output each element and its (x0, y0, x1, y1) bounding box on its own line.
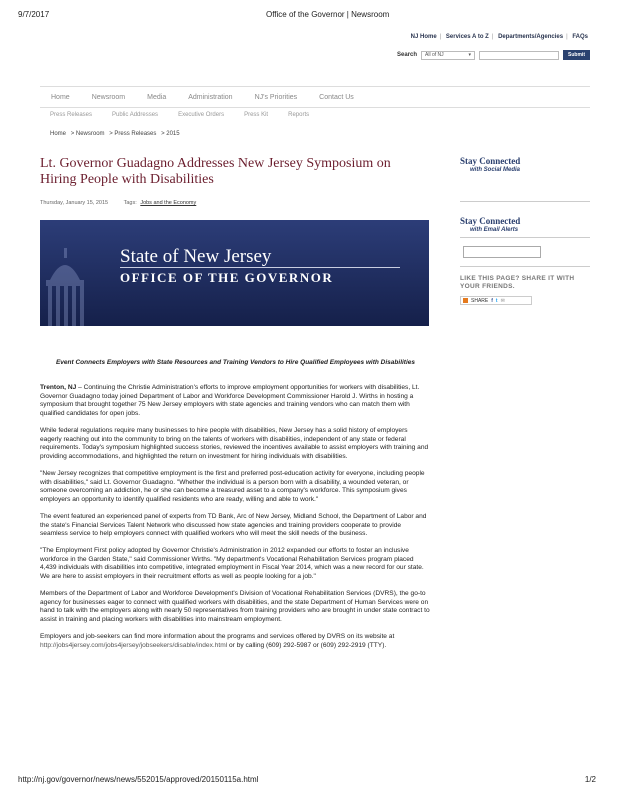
paragraph-7: Employers and job-seekers can find more information about the programs and services offered by DVRS on its website at http://jobs4jersey.com/jobs4jersey/jobseekers/disable/index.html or by calling (609) 292-5987 or (609) 292-2919 (TTY). (40, 633, 395, 649)
twitter-icon: t (495, 297, 498, 304)
social-media-sub[interactable]: with Social Media (470, 167, 521, 173)
sidebar-divider (460, 201, 590, 202)
breadcrumb (50, 131, 183, 137)
search-scope-select[interactable]: All of NJ ▾ (421, 51, 475, 60)
dateline: Trenton, NJ (40, 384, 77, 391)
print-page-number: 1/2 (584, 775, 596, 784)
banner-line1: State of New Jersey (120, 246, 272, 267)
sub-nav (40, 112, 319, 118)
article-body (40, 384, 430, 659)
dvrs-link[interactable]: http://jobs4jersey.com/jobs4jersey/jobseekers/disable/index.html (40, 641, 228, 649)
facebook-icon: f (491, 297, 493, 304)
paragraph-2: While federal regulations require many businesses to hire people with disabilities, New Jersey has a solid history of employers eagerly reaching out into the community to bring on the talents of workers with disabilities, independent of any state or federal requirements. Today's symposium highlighted success stories, reviewed the incentives available to assist employers with training and providing accommodations, and highlighted the return on investment for hiring individuals with disabilities. (40, 426, 429, 460)
utility-nav: NJ Home | Services A to Z | Departments/Agencies | FAQs (410, 34, 588, 40)
util-faqs[interactable]: FAQs (572, 34, 588, 40)
stay-connected-social-heading: Stay Connected (460, 156, 521, 166)
breadcrumb-newsroom[interactable]: > Newsroom (70, 131, 105, 137)
util-nj-home[interactable]: NJ Home (410, 34, 437, 40)
nav-newsroom[interactable]: Newsroom (91, 93, 126, 101)
print-date: 9/7/2017 (18, 10, 50, 19)
util-services[interactable]: Services A to Z (445, 34, 489, 40)
util-departments[interactable]: Departments/Agencies (498, 34, 564, 40)
subnav-public-addresses[interactable]: Public Addresses (112, 112, 159, 118)
paragraph-5: "The Employment First policy adopted by Governor Christie's Administration in 2012 expanded our efforts to foster an inclusive workforce in the Garden State," said Commissioner Wirths. "My department's Vocational Rehabilitation Services program placed 4,439 individuals with disabilities into competitive, integrated employment in Fiscal Year 2014, which was a new record for our state. We are here to assist employers in their recruitment efforts as well as people looking for a job." (40, 547, 424, 581)
tag-link[interactable]: Jobs and the Economy (140, 200, 197, 206)
nav-home[interactable]: Home (51, 93, 70, 101)
share-prompt: LIKE THIS PAGE? SHARE IT WITH YOUR FRIENDS. (460, 275, 575, 290)
share-button[interactable]: SHARE f t ✉ (460, 296, 532, 305)
article-subtitle: Event Connects Employers with State Resources and Training Vendors to Hire Qualified Employees with Disabilities (55, 359, 416, 366)
search-label: Search (397, 52, 418, 58)
paragraph-6: Members of the Department of Labor and Workforce Development's Division of Vocational Rehabilitation Services (DVRS), the go-to agency for businesses eager to connect with qualified workers with disabilities, and the state Department of Human Services were on hand to talk with the employers along with nearly 50 representatives from training providers who are brought in under state contract to assist in training and placing workers with disabilities into mainstream employment. (40, 590, 430, 624)
search-input[interactable] (479, 51, 559, 60)
nav-priorities[interactable]: NJ's Priorities (254, 93, 298, 101)
governor-banner (40, 220, 429, 326)
search-submit-button[interactable]: Submit (563, 50, 590, 60)
article-meta (40, 200, 196, 206)
nav-contact[interactable]: Contact Us (319, 93, 354, 101)
breadcrumb-press-releases[interactable]: > Press Releases (109, 131, 157, 137)
page-title: Lt. Governor Guadagno Addresses New Jersey Symposium on Hiring People with Disabilities (40, 156, 391, 187)
subnav-executive-orders[interactable]: Executive Orders (178, 112, 225, 118)
email-alerts-sub[interactable]: with Email Alerts (470, 227, 519, 233)
email-alerts-widget (460, 216, 590, 267)
search-bar (397, 50, 590, 60)
print-url: http://nj.gov/governor/news/news/552015/approved/20150115a.html (18, 775, 259, 784)
nav-media[interactable]: Media (147, 93, 167, 101)
chevron-down-icon: ▾ (468, 52, 472, 58)
share-widget (460, 275, 590, 305)
print-page-title: Office of the Governor | Newsroom (266, 10, 390, 19)
article-date: Thursday, January 15, 2015 (40, 200, 109, 206)
banner-line2: OFFICE OF THE GOVERNOR (120, 270, 334, 285)
subnav-press-releases[interactable]: Press Releases (50, 112, 93, 118)
banner-divider (120, 267, 400, 268)
share-icon (463, 298, 468, 303)
tags-label: Tags: (123, 200, 137, 206)
stay-connected-email-heading: Stay Connected (460, 216, 521, 226)
breadcrumb-year[interactable]: > 2015 (161, 131, 180, 137)
sidebar-divider (460, 237, 590, 238)
email-input[interactable] (463, 246, 541, 258)
paragraph-1: Trenton, NJ – Continuing the Christie Administration's efforts to improve employment opportunities for workers with disabilities, Lt. Governor Guadagno today joined Department of Labor and Workforce Development Commissioner Harold J. Wirths in hosting a symposium that brought together 75 New Jersey employers with state agencies and training vendors who can match them with qualified candidates for open jobs. (40, 384, 420, 417)
main-nav (40, 86, 590, 108)
subnav-press-kit[interactable]: Press Kit (244, 112, 269, 118)
email-icon: ✉ (500, 297, 505, 304)
breadcrumb-home[interactable]: Home (50, 131, 67, 137)
subnav-reports[interactable]: Reports (288, 112, 310, 118)
paragraph-4: The event featured an experienced panel of experts from TD Bank, Arc of New Jersey, Midland School, the Department of Labor and the state's Financial Services Talent Network who discussed how state agencies and training providers cooperate to provide seamless service to help employers connect with qualified workers who will meet the skill needs of the business. (40, 512, 427, 538)
sidebar-divider (460, 266, 590, 267)
social-media-widget (460, 156, 590, 202)
nav-administration[interactable]: Administration (188, 93, 233, 101)
paragraph-3: "New Jersey recognizes that competitive employment is the first and preferred post-education activity for everyone, including people with disabilities," said Lt. Governor Guadagno. "Whether the individual is a person born with a disability, a wounded veteran, or someone overcoming an addiction, he or she can become a treasured asset to a company's workforce. This symposium gives employers an opportunity to identify qualified residents who are ready, willing and able to work." (40, 469, 425, 503)
